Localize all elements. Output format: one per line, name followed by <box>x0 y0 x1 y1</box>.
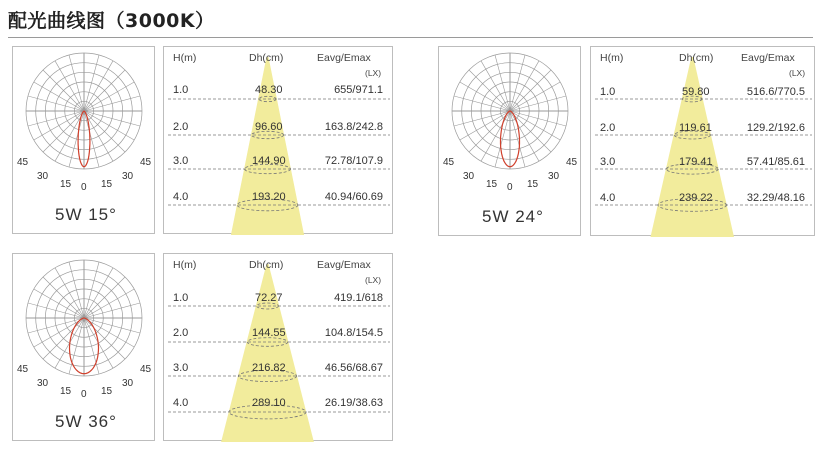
diameter-value: 289.10 <box>252 397 286 409</box>
angle-label: 0 <box>81 182 87 193</box>
illuminance-value: 655/971.1 <box>334 84 383 96</box>
angle-label: 0 <box>507 182 513 193</box>
polar-spoke <box>510 82 560 111</box>
diameter-value: 96.60 <box>255 121 283 133</box>
angle-label: 45 <box>140 364 152 375</box>
illuminance-value: 516.6/770.5 <box>746 86 805 98</box>
diameter-value: 144.90 <box>252 155 286 167</box>
angle-label: 15 <box>60 179 72 190</box>
angle-label: 45 <box>443 157 455 168</box>
polar-diagram-36 <box>12 253 155 441</box>
polar-spoke <box>469 70 510 111</box>
polar-spoke <box>55 111 84 161</box>
polar-spoke <box>84 111 113 161</box>
diameter-value: 216.82 <box>252 362 286 374</box>
polar-diagram-24 <box>438 46 581 236</box>
polar-spoke <box>84 70 125 111</box>
height-value: 4.0 <box>173 397 189 409</box>
page-title: 配光曲线图（3000K） <box>8 10 215 32</box>
illuminance-value: 72.78/107.9 <box>324 155 383 167</box>
polar-spoke <box>84 82 134 111</box>
height-value: 1.0 <box>173 84 189 96</box>
illuminance-table-36 <box>163 253 393 441</box>
polar-spoke <box>43 277 84 318</box>
beam-cone-15 <box>164 47 394 235</box>
angle-label: 45 <box>17 157 29 168</box>
diameter-value: 59.80 <box>682 86 710 98</box>
polar-diagram-15 <box>12 46 155 234</box>
polar-spoke <box>84 111 134 140</box>
angle-label: 30 <box>37 378 49 389</box>
angle-label: 15 <box>486 179 498 190</box>
illuminance-value: 163.8/242.8 <box>324 121 383 133</box>
illuminance-value: 26.19/38.63 <box>324 397 383 409</box>
illuminance-table-24 <box>590 46 815 236</box>
height-value: 3.0 <box>173 362 189 374</box>
diameter-value: 48.30 <box>255 84 283 96</box>
beam-cone <box>221 264 314 442</box>
angle-label: 45 <box>17 364 29 375</box>
col-header-unit: (LX) <box>365 68 382 78</box>
polar-spoke <box>84 277 125 318</box>
diameter-value: 239.22 <box>679 192 713 204</box>
angle-label: 30 <box>463 171 475 182</box>
diameter-value: 72.27 <box>255 292 283 304</box>
col-header-height: H(m) <box>600 52 624 64</box>
height-value: 2.0 <box>173 121 189 133</box>
polar-spoke <box>469 111 510 152</box>
chart-caption: 5W 24° <box>482 207 544 226</box>
height-value: 4.0 <box>173 191 189 203</box>
illuminance-value: 419.1/618 <box>334 292 383 304</box>
polar-spoke <box>34 289 84 318</box>
height-value: 3.0 <box>173 155 189 167</box>
diameter-value: 193.20 <box>252 191 286 203</box>
polar-spoke <box>84 289 134 318</box>
polar-spoke <box>510 70 551 111</box>
height-value: 1.0 <box>600 86 616 98</box>
polar-spoke <box>34 318 84 347</box>
angle-label: 30 <box>37 171 49 182</box>
beam-cone-24 <box>591 47 816 237</box>
angle-label: 45 <box>140 157 152 168</box>
angle-label: 0 <box>81 389 87 400</box>
height-value: 2.0 <box>600 122 616 134</box>
diameter-value: 144.55 <box>252 327 286 339</box>
illuminance-value: 32.29/48.16 <box>746 192 805 204</box>
diameter-value: 119.61 <box>679 122 712 134</box>
angle-label: 15 <box>60 386 72 397</box>
illuminance-value: 129.2/192.6 <box>746 122 805 134</box>
polar-spoke <box>84 61 113 111</box>
diameter-value: 179.41 <box>679 156 713 168</box>
illuminance-table-15 <box>163 46 393 234</box>
polar-spoke <box>34 111 84 140</box>
col-header-height: H(m) <box>173 259 197 271</box>
polar-spoke <box>481 61 510 111</box>
height-value: 2.0 <box>173 327 189 339</box>
angle-label: 30 <box>548 171 560 182</box>
col-header-illuminance: Eavg/Emax <box>317 52 371 64</box>
polar-spoke <box>460 82 510 111</box>
polar-spoke <box>84 268 113 318</box>
beam-cone <box>651 57 735 237</box>
chart-caption: 5W 15° <box>55 205 117 224</box>
polar-spoke <box>84 318 125 359</box>
col-header-unit: (LX) <box>365 275 382 285</box>
height-value: 1.0 <box>173 292 189 304</box>
polar-spoke <box>510 111 539 161</box>
angle-label: 15 <box>101 386 113 397</box>
col-header-illuminance: Eavg/Emax <box>317 259 371 271</box>
polar-spoke <box>55 268 84 318</box>
polar-spoke <box>510 111 551 152</box>
illuminance-value: 57.41/85.61 <box>746 156 805 168</box>
angle-label: 30 <box>122 171 134 182</box>
polar-spoke <box>481 111 510 161</box>
height-value: 4.0 <box>600 192 616 204</box>
col-header-diameter: Dh(cm) <box>249 52 284 64</box>
polar-spoke <box>43 318 84 359</box>
beam-cone-36 <box>164 254 394 442</box>
col-header-illuminance: Eavg/Emax <box>741 52 795 64</box>
angle-label: 30 <box>122 378 134 389</box>
polar-spoke <box>510 61 539 111</box>
title-divider <box>8 37 813 38</box>
chart-caption: 5W 36° <box>55 412 117 431</box>
illuminance-value: 40.94/60.69 <box>324 191 383 203</box>
col-header-unit: (LX) <box>789 68 806 78</box>
angle-label: 15 <box>101 179 113 190</box>
polar-spoke <box>55 61 84 111</box>
col-header-diameter: Dh(cm) <box>249 259 284 271</box>
polar-spoke <box>34 82 84 111</box>
col-header-diameter: Dh(cm) <box>679 52 714 64</box>
polar-spoke <box>43 70 84 111</box>
illuminance-value: 104.8/154.5 <box>324 327 383 339</box>
illuminance-value: 46.56/68.67 <box>324 362 383 374</box>
col-header-height: H(m) <box>173 52 197 64</box>
angle-label: 45 <box>566 157 578 168</box>
polar-spoke <box>84 318 134 347</box>
height-value: 3.0 <box>600 156 616 168</box>
angle-label: 15 <box>527 179 539 190</box>
